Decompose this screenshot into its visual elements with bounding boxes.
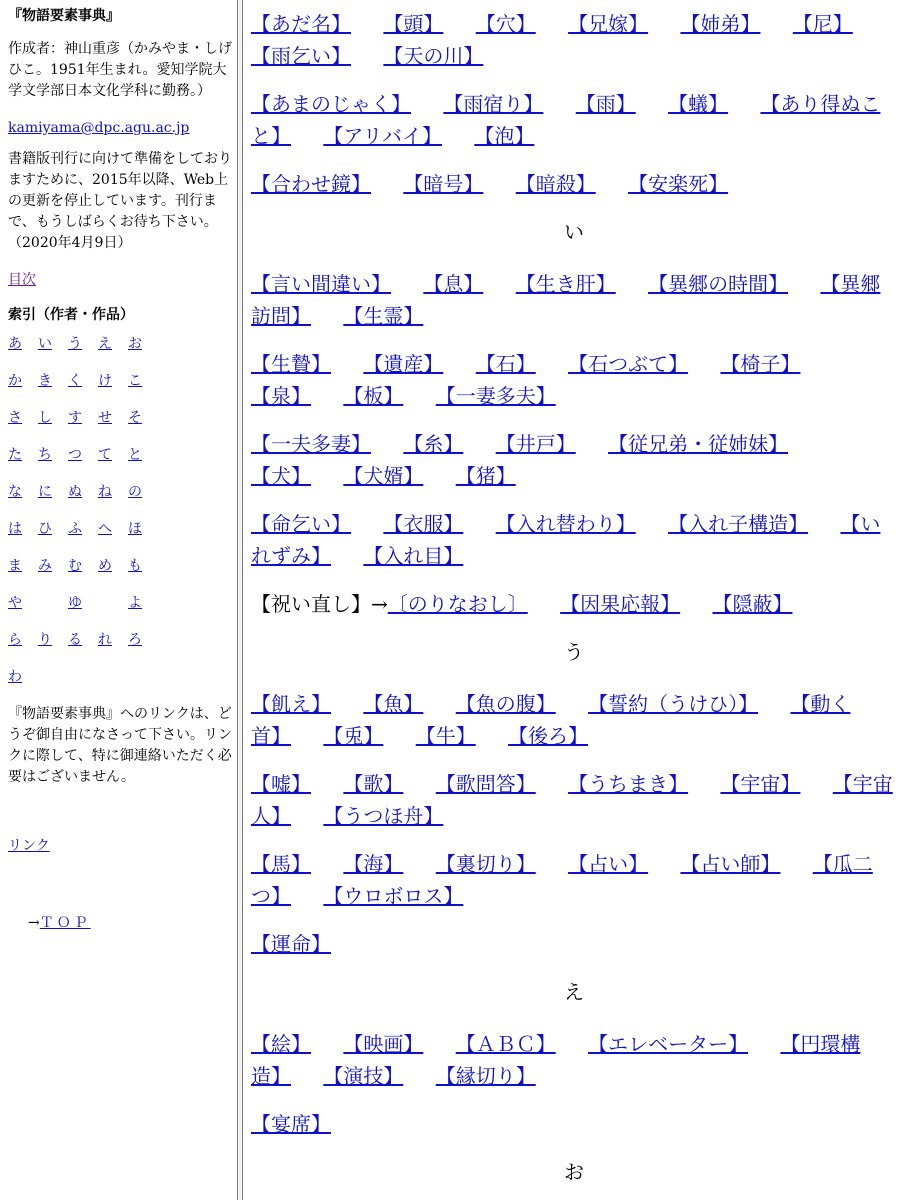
entry-link[interactable]: 【裏切り】 [435,852,536,876]
entry-link[interactable]: 【占い】 [568,852,649,876]
entry-link[interactable]: 【異郷訪問】 [251,272,881,328]
entry-link[interactable]: 【暗殺】 [515,172,596,196]
kana-link[interactable]: む [68,558,82,574]
kana-link[interactable]: つ [68,447,82,463]
entry-link[interactable]: 【蟻】 [668,92,729,116]
entry-link[interactable]: 【頭】 [383,12,444,36]
entry-group [251,508,897,572]
entry-group [251,168,897,200]
entry-link[interactable]: 【板】 [343,384,404,408]
entry-link[interactable]: 【衣服】 [383,512,464,536]
kana-link[interactable]: た [8,447,22,463]
entry-link[interactable]: 【泡】 [474,124,535,148]
entry-link[interactable]: 【飢え】 [251,692,331,716]
kana-link[interactable]: う [68,336,82,352]
entry-link[interactable]: 【歌】 [343,772,404,796]
entry-link[interactable]: 【安楽死】 [628,172,729,196]
entry-group [251,268,897,332]
entry-link[interactable]: 【隠蔽】 [712,592,793,616]
kana-link[interactable]: る [68,632,82,648]
kana-link[interactable]: め [98,558,112,574]
entry-link[interactable]: 【あり得ぬこと】 [251,92,881,148]
entry-link[interactable]: 【歌問答】 [435,772,536,796]
entry-group [251,428,897,492]
entry-link[interactable]: 【エレベーター】 [588,1032,749,1056]
kana-empty-cell [128,667,158,688]
entry-link[interactable]: 【椅子】 [720,352,801,376]
kana-link[interactable]: ふ [68,521,82,537]
entry-link[interactable]: 【犬婿】 [343,464,424,488]
entry-group [251,348,897,412]
entry-link[interactable]: 【従兄弟・従姉妹】 [608,432,789,456]
entry-group [251,8,897,72]
links-page-link[interactable]: リンク [8,838,50,854]
entry-group [251,588,897,620]
entry-link[interactable]: 【馬】 [251,852,311,876]
kana-link[interactable]: と [128,447,142,463]
email-link[interactable]: kamiyama@dpc.agu.ac.jp [8,120,190,136]
entry-link[interactable]: 【運命】 [251,932,331,956]
kana-link[interactable]: ね [98,484,112,500]
kana-link[interactable]: さ [8,410,22,426]
kana-link[interactable]: ほ [128,521,142,537]
kana-link[interactable]: わ [8,669,22,685]
kana-link[interactable]: し [38,410,52,426]
entry-link[interactable]: 【因果応報】 [560,592,681,616]
kana-empty-cell [68,667,98,688]
kana-link[interactable]: よ [128,595,142,611]
entry-link[interactable]: 【あまのじゃく】 [251,92,411,116]
kana-link[interactable]: ろ [128,632,142,648]
kana-link[interactable]: ぬ [68,484,82,500]
kana-link[interactable]: へ [98,521,112,537]
entry-link[interactable]: 【魚の腹】 [455,692,556,716]
top-nav [28,913,232,934]
kana-link[interactable]: の [128,484,142,500]
sidebar [0,0,232,1200]
entry-link[interactable]: 【あだ名】 [251,12,351,36]
kana-link[interactable]: か [8,373,22,389]
entry-link[interactable]: 【穴】 [475,12,536,36]
entry-link[interactable]: 【アリバイ】 [323,124,442,148]
author-info: 作成者：神山重彦（かみやま・しげひこ。1951年生まれ。愛知学院大学文学部日本文化学科に勤務。） [8,41,232,99]
entry-link[interactable]: 【命乞い】 [251,512,351,536]
entry-link[interactable]: 【犬】 [251,464,311,488]
entry-link[interactable]: 【宴席】 [251,1112,331,1136]
kana-link[interactable]: な [8,484,22,500]
entry-group [251,1028,897,1092]
entry-link[interactable]: 【雨】 [575,92,636,116]
kana-empty-cell [38,593,68,614]
entry-link[interactable]: 【海】 [343,852,404,876]
entry-link[interactable]: 【円環構造】 [251,1032,861,1088]
entry-link[interactable]: 【暗号】 [403,172,484,196]
kana-link[interactable]: や [8,595,22,611]
kana-link[interactable]: も [128,558,142,574]
entry-link[interactable]: 【合わせ鏡】 [251,172,371,196]
kana-link[interactable]: こ [128,373,142,389]
entry-group [251,88,897,152]
kana-link[interactable]: き [38,373,52,389]
entry-link[interactable]: 【宇宙】 [720,772,801,796]
entry-link[interactable]: 【息】 [423,272,484,296]
entry-link[interactable]: 【牛】 [415,724,476,748]
entry-link[interactable]: 【入れ子構造】 [668,512,809,536]
kana-link[interactable]: く [68,373,82,389]
entry-link[interactable]: 【井戸】 [495,432,576,456]
entry-link[interactable]: 【石つぶて】 [568,352,689,376]
entry-link[interactable]: 【生贄】 [251,352,331,376]
entry-link[interactable]: 【嘘】 [251,772,311,796]
toc-link[interactable]: 目次 [8,272,36,288]
kana-link[interactable]: み [38,558,52,574]
entry-link[interactable]: 【縁切り】 [435,1064,536,1088]
entry-link[interactable]: 【生霊】 [343,304,424,328]
entry-link[interactable]: 【入れ目】 [363,544,464,568]
entry-link[interactable]: 【兄嫁】 [568,12,649,36]
entry-group [251,848,897,912]
entry-link[interactable]: 【糸】 [403,432,464,456]
entry-link[interactable]: 【いれずみ】 [251,512,881,568]
update-notice: 書籍版刊行に向けて準備をしておりますために、2015年以降、Web上の更新を停止しています。刊行まで、もうしばらくお待ち下さい。（2020年4月9日） [8,151,232,251]
entry-group [251,768,897,832]
kana-link[interactable]: け [98,373,112,389]
redirect-link[interactable]: 〔のりなおし〕 [387,592,528,616]
entry-link[interactable]: 【遺産】 [363,352,444,376]
entry-link[interactable]: 【生き肝】 [515,272,616,296]
kana-link[interactable]: ら [8,632,22,648]
entry-link[interactable]: 【雨宿り】 [443,92,544,116]
kana-link[interactable]: て [98,447,112,463]
entry-link[interactable]: 【占い師】 [680,852,781,876]
kana-link[interactable]: ゆ [68,595,82,611]
kana-link[interactable]: い [38,336,52,352]
entry-link[interactable]: 【瓜二つ】 [251,852,873,908]
entry-link[interactable]: 【姉弟】 [680,12,761,36]
entry-link[interactable]: 【兎】 [323,724,384,748]
site-title: 『物語要素事典』 [8,8,120,24]
entry-link[interactable]: 【異郷の時間】 [648,272,789,296]
top-arrow: → [28,915,40,931]
entry-link[interactable]: 【入れ替わり】 [495,512,636,536]
entry-group [251,1108,897,1140]
top-link[interactable]: ＴＯＰ [39,915,91,931]
kana-link[interactable]: せ [98,410,112,426]
kana-section-heading: い [564,220,584,244]
kana-link[interactable]: え [98,336,112,352]
entry-link[interactable]: 【ウロボロス】 [323,884,464,908]
link-policy: 『物語要素事典』へのリンクは、どうぞ御自由になさって下さい。リンクに際して、特に御連絡いただく必要はございません。 [8,706,232,785]
main-content [251,0,897,1200]
entry-link[interactable]: 【泉】 [251,384,311,408]
entry-link[interactable]: 【尼】 [792,12,853,36]
kana-section-heading: お [564,1160,584,1184]
entry-link[interactable]: 【演技】 [323,1064,404,1088]
kana-empty-cell [98,593,128,614]
kana-section-heading: え [564,980,584,1004]
frame-divider[interactable] [237,0,243,1200]
entry-link[interactable]: 【映画】 [343,1032,424,1056]
entry-link[interactable]: 【石】 [475,352,536,376]
kana-index [8,334,232,688]
redirect-label: 【祝い直し】→ [251,592,388,616]
entry-group [251,688,897,752]
entry-link[interactable]: 【魚】 [363,692,424,716]
entry-link[interactable]: 【雨乞い】 [251,44,351,68]
index-heading: 索引（作者・作品） [8,307,134,323]
entry-link[interactable]: 【一夫多妻】 [251,432,371,456]
entry-group [251,928,897,960]
kana-link[interactable]: そ [128,410,142,426]
kana-link[interactable]: に [38,484,52,500]
kana-empty-cell [98,667,128,688]
entry-link[interactable]: 【うつほ舟】 [323,804,444,828]
entry-link[interactable]: 【一妻多夫】 [435,384,556,408]
entry-link[interactable]: 【後ろ】 [508,724,589,748]
entry-link[interactable]: 【ＡＢＣ】 [455,1032,556,1056]
entry-link[interactable]: 【猪】 [455,464,516,488]
kana-link[interactable]: ま [8,558,22,574]
entry-link[interactable]: 【天の川】 [383,44,484,68]
entry-link[interactable]: 【誓約（うけひ）】 [588,692,759,716]
entry-link[interactable]: 【宇宙人】 [251,772,893,828]
kana-link[interactable]: り [38,632,52,648]
kana-section-heading: う [564,640,584,664]
entry-link[interactable]: 【うちまき】 [568,772,689,796]
kana-link[interactable]: す [68,410,82,426]
entry-link[interactable]: 【言い間違い】 [251,272,391,296]
kana-link[interactable]: あ [8,336,22,352]
kana-link[interactable]: お [128,336,142,352]
entry-link[interactable]: 【絵】 [251,1032,311,1056]
kana-link[interactable]: は [8,521,22,537]
kana-link[interactable]: れ [98,632,112,648]
kana-empty-cell [38,667,68,688]
kana-link[interactable]: ち [38,447,52,463]
entry-link[interactable]: 【動く首】 [251,692,851,748]
kana-link[interactable]: ひ [38,521,52,537]
